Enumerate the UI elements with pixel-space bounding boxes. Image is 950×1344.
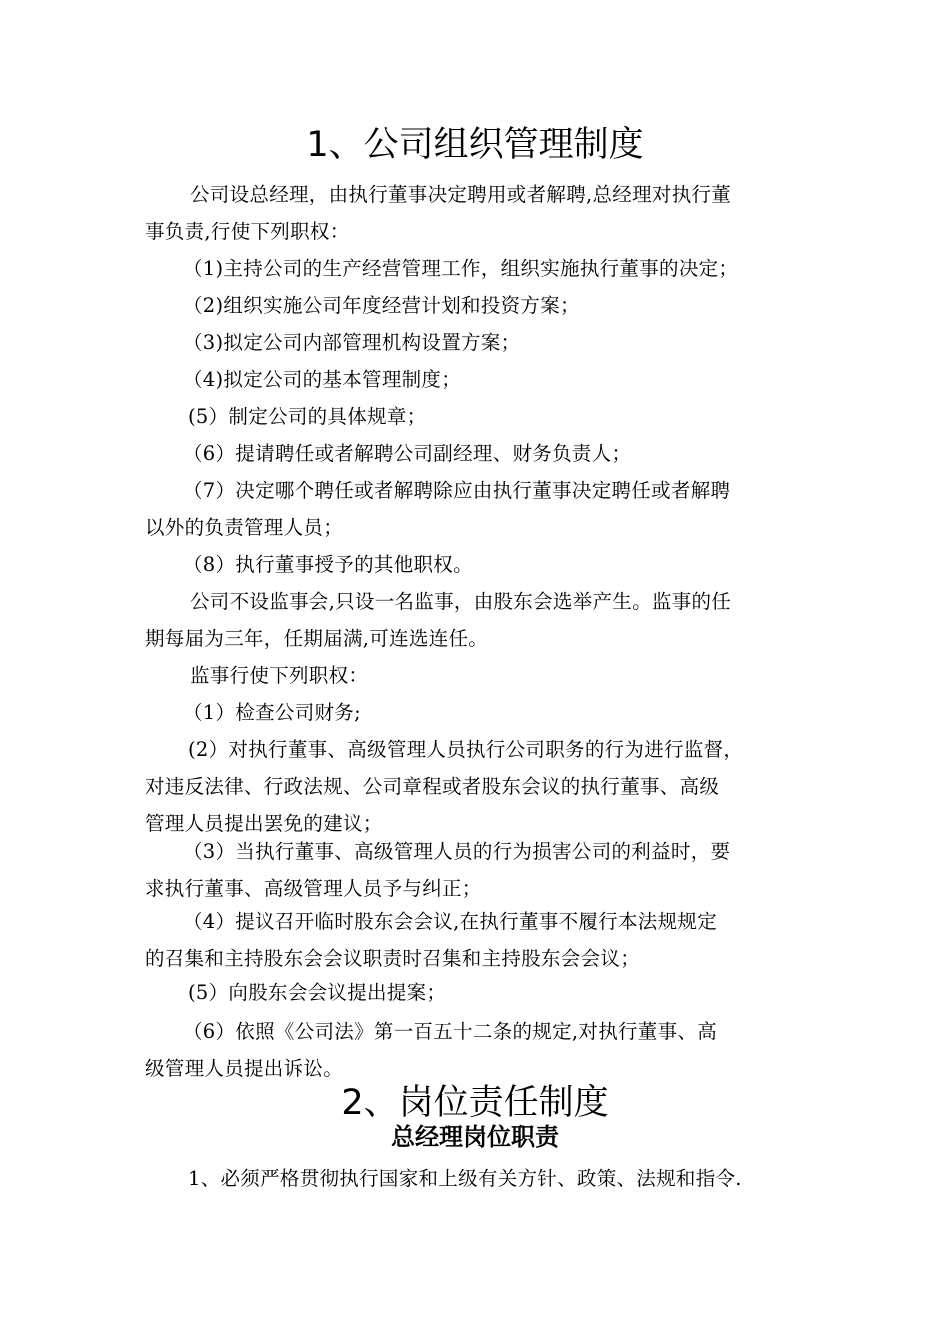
duty-item-4: （4)拟定公司的基本管理制度；	[183, 368, 462, 391]
supervisor-item-2-line-2: 对违反法律、行政法规、公司章程或者股东会议的执行董事、高级	[145, 775, 720, 798]
supervisor-item-3-line-1: （3）当执行董事、高级管理人员的行为损害公司的利益时，要	[183, 840, 731, 863]
section2-subtitle: 总经理岗位职责	[391, 1123, 559, 1151]
intro-line-2: 事负责,行使下列职权：	[145, 220, 350, 243]
supervisor-item-5	[188, 974, 878, 1011]
supervisor-line-1: 公司不设监事会,只设一名监事，由股东会选举产生。监事的任	[190, 590, 732, 613]
duty-item-5: (5）制定公司的具体规章；	[188, 405, 427, 428]
supervisor-item-2-line-1: (2）对执行董事、高级管理人员执行公司职务的行为进行监督，	[188, 738, 744, 761]
supervisor-item-1	[183, 694, 873, 731]
intro-paragraph	[145, 176, 835, 250]
supervisor-item-1-line: （1）检查公司财务;	[183, 701, 361, 724]
supervisor-item-4-line-2: 的召集和主持股东会会议职责时召集和主持股东会会议；	[145, 947, 641, 970]
section2-title: 2、岗位责任制度	[341, 1083, 609, 1123]
supervisor-item-4-line-1: （4）提议召开临时股东会会议,在执行董事不履行本法规规定	[183, 910, 718, 933]
duty-item-3: （3)拟定公司内部管理机构设置方案；	[183, 331, 521, 354]
supervisor-paragraph	[145, 583, 835, 694]
supervisor-item-3	[145, 833, 835, 907]
duty-item-8-line: （8）执行董事授予的其他职权。	[183, 553, 473, 576]
supervisor-item-2	[145, 731, 835, 842]
duty-item-2: （2)组织实施公司年度经营计划和投资方案；	[183, 294, 580, 317]
supervisor-line-2: 期每届为三年，任期届满,可连选连任。	[145, 627, 489, 650]
intro-line-1: 公司设总经理，由执行董事决定聘用或者解聘,总经理对执行董	[190, 183, 732, 206]
duty-item-6: （6）提请聘任或者解聘公司副经理、财务负责人；	[183, 442, 632, 465]
supervisor-powers-heading: 监事行使下列职权：	[190, 664, 369, 687]
supervisor-item-3-line-2: 求执行董事、高级管理人员予与纠正；	[145, 877, 482, 900]
duty-item-7	[145, 472, 835, 546]
duty-list	[183, 250, 873, 472]
section2-paragraph	[188, 1160, 878, 1197]
section2-line-1: 1、必须严格贯彻执行国家和上级有关方针、政策、法规和指令.	[188, 1167, 742, 1190]
duty-item-8	[183, 546, 873, 583]
supervisor-item-2-line-3: 管理人员提出罢免的建议；	[145, 812, 383, 835]
supervisor-item-6-line-1: （6）依照《公司法》第一百五十二条的规定,对执行董事、高	[183, 1020, 718, 1043]
supervisor-item-5-line: (5）向股东会会议提出提案；	[188, 981, 447, 1004]
section1-title: 1、公司组织管理制度	[306, 125, 644, 165]
duty-item-7-line-1: （7）决定哪个聘任或者解聘除应由执行董事决定聘任或者解聘	[183, 479, 731, 502]
duty-item-7-line-2: 以外的负责管理人员；	[145, 516, 344, 539]
supervisor-item-6-line-2: 级管理人员提出诉讼。	[145, 1057, 344, 1080]
supervisor-item-4	[145, 903, 835, 977]
supervisor-item-6	[145, 1013, 835, 1087]
duty-item-1: （1)主持公司的生产经营管理工作，组织实施执行董事的决定；	[183, 257, 739, 280]
